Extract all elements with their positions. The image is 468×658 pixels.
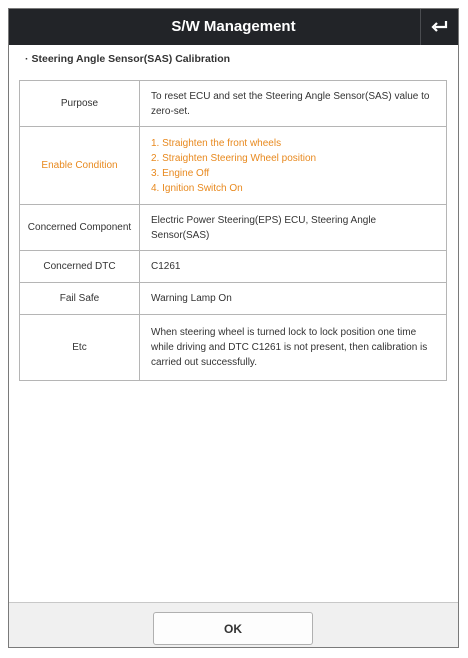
row-value <box>140 81 447 127</box>
row-label: Purpose <box>20 81 140 127</box>
row-value <box>140 283 447 315</box>
table-row <box>20 205 447 251</box>
row-value <box>140 251 447 283</box>
row-label: Concerned DTC <box>20 251 140 283</box>
dialog-title: S/W Management <box>171 18 296 35</box>
dialog-footer <box>9 602 458 647</box>
row-label: Enable Condition <box>20 127 140 205</box>
return-arrow-icon <box>431 20 449 34</box>
table-row <box>20 81 447 127</box>
info-table <box>19 80 447 381</box>
table-row <box>20 315 447 381</box>
table-row <box>20 127 447 205</box>
ok-button[interactable]: OK <box>153 612 313 645</box>
row-label: Concerned Component <box>20 205 140 251</box>
row-value <box>140 205 447 251</box>
value-line: When steering wheel is turned lock to lock position one time while driving and DTC C1261 is not present, then calibration is carried out successfully. <box>151 327 428 368</box>
sw-management-dialog <box>8 8 459 648</box>
section-bullet: · <box>25 53 29 65</box>
value-line: 4. Ignition Switch On <box>151 182 243 194</box>
row-label: Fail Safe <box>20 283 140 315</box>
back-button[interactable] <box>420 9 458 45</box>
row-value <box>140 315 447 381</box>
value-line: Electric Power Steering(EPS) ECU, Steering Angle Sensor(SAS) <box>151 214 377 241</box>
section-title: Steering Angle Sensor(SAS) Calibration <box>31 53 231 65</box>
value-line: 2. Straighten Steering Wheel position <box>151 152 317 164</box>
section-heading <box>25 53 230 65</box>
table-row <box>20 283 447 315</box>
title-bar <box>9 9 458 45</box>
value-line: 1. Straighten the front wheels <box>151 137 282 149</box>
row-label: Etc <box>20 315 140 381</box>
value-line: 3. Engine Off <box>151 167 210 179</box>
value-line: To reset ECU and set the Steering Angle Sensor(SAS) value to zero-set. <box>151 90 430 117</box>
value-line: C1261 <box>151 261 181 272</box>
table-row <box>20 251 447 283</box>
row-value <box>140 127 447 205</box>
value-line: Warning Lamp On <box>151 293 232 304</box>
